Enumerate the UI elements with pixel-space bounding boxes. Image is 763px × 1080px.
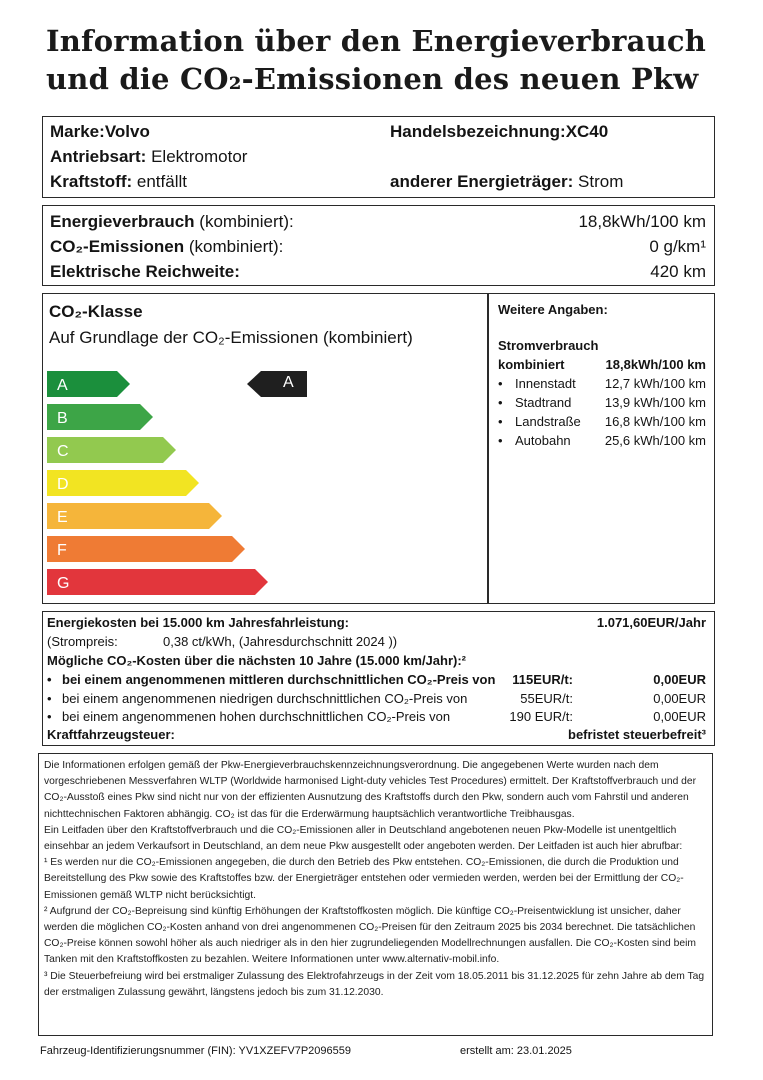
other-energy-label: anderer Energieträger: (390, 172, 574, 191)
scenario-value: 0,00EUR (653, 690, 706, 706)
tax-label: Kraftfahrzeugsteuer: (47, 727, 175, 742)
footnote-1: ¹ Es werden nur die CO₂-Emissionen angegeben, die durch den Betrieb des Pkw entstehen. CO₂-Emissionen, die durch die Produktion und Bereitstellung des Pkw sowie des Kraftstoffes bzw. der Energieträger entstehen oder vermieden werden, werden bei der Ermittlung der CO₂-Emissionen gemäß WLTP nicht berücksichtigt. (44, 857, 684, 901)
note-guide: Ein Leitfaden über den Kraftstoffverbrauch und die CO₂-Emissionen aller in Deutschland angebotenen neuen Pkw-Modelle ist unentgeltlich einsehbar an jedem Verkaufsort in Deutschland, an dem neue Pkw ausgestellt oder angeboten werden. Der Leitfaden ist auch hier abrufbar: (44, 824, 683, 853)
co2-row (50, 237, 283, 257)
fin-value: YV1XZEFV7P2096559 (238, 1045, 352, 1057)
scenario-price: 115EUR/t: (512, 672, 573, 687)
footnote-3: ³ Die Steuerbefreiung wird bei erstmaliger Zulassung des Elektrofahrzeugs in der Zeit vom 18.05.2011 bis 31.12.2025 für zehn Jahre ab dem Tag der erstmaligen Zulassung gewährt, längstens jedoch bis zum 31.12.2030. (44, 970, 705, 998)
class-arrow-label: B (57, 410, 68, 427)
further-bullet: • (498, 433, 503, 448)
range-label: Elektrische Reichweite: (50, 262, 240, 281)
energy-costs-value: 1.071,60EUR/Jahr (596, 615, 706, 630)
class-arrow-label: F (57, 542, 67, 559)
scenario-text: bei einem angenommenen hohen durchschnittlichen CO₂-Preis von (62, 709, 451, 724)
scenario-price: 190 EUR/t: (509, 709, 573, 724)
current-class-arrow-shape (247, 371, 307, 397)
further-row-value: 16,8 kWh/100 km (604, 414, 706, 429)
co2-class-subheading: Auf Grundlage der CO₂-Emissionen (kombiniert) (49, 328, 413, 347)
title-line-2: und die CO₂-Emissionen des neuen Pkw (46, 62, 699, 96)
further-row-label: Innenstadt (515, 376, 576, 391)
fuel-label: Kraftstoff: (50, 172, 133, 191)
scenario-bullet: • (47, 709, 52, 724)
class-arrow-b (47, 404, 154, 430)
scenario-bullet: • (47, 690, 52, 706)
range-row (50, 262, 240, 282)
other-energy-row (390, 172, 623, 192)
scenario-value: 0,00EUR (653, 672, 706, 687)
combined-label: kombiniert (498, 357, 565, 372)
created-label: erstellt am: (460, 1045, 514, 1057)
class-arrow-label: C (57, 443, 69, 460)
energy-costs-label: Energiekosten bei 15.000 km Jahresfahrleistung: (47, 615, 350, 630)
page-title (46, 22, 726, 98)
power-price-label: (Strompreis: (47, 634, 118, 649)
scenario-price: 55EUR/t: (520, 690, 573, 706)
scenario-text: bei einem angenommenen mittleren durchschnittlichen CO₂-Preis von (62, 672, 496, 687)
note-intro: Die Informationen erfolgen gemäß der Pkw-Energieverbrauchskennzeichnungsverordnung. Die angegebenen Werte wurden nach dem vorgeschriebenen Messverfahren WLTP (Worldwide harmonised Light-duty vehicles Test Procedures) ermittelt. Der Kraftstoffverbrauch und der CO₂-Ausstoß eines Pkw sind nicht nur von der effizienten Ausnutzung des Kraftstoffs durch den Pkw, sondern auch vom Fahrstil und anderen nichttechnischen Faktoren abhängig. CO₂ ist das für die Erderwärmung hauptsächlich verantwortliche Treibhausgas. (44, 760, 697, 820)
fuel-value: entfällt (136, 172, 187, 191)
brand-label: Marke: (50, 122, 105, 141)
further-bullet: • (498, 395, 503, 410)
further-row-value: 13,9 kWh/100 km (604, 395, 706, 410)
class-arrow-label: E (57, 509, 68, 526)
title-line-1: Information über den Energieverbrauch (46, 24, 707, 58)
further-row-label: Autobahn (515, 433, 571, 448)
scenario-bullet: • (47, 672, 52, 687)
further-bullet: • (498, 376, 503, 391)
energy-suffix: (kombiniert): (199, 212, 294, 231)
class-arrow-label: D (57, 476, 69, 493)
further-row-value: 25,6 kWh/100 km (604, 433, 706, 448)
power-heading: Stromverbrauch (498, 338, 599, 353)
energy-label: Energieverbrauch (50, 212, 195, 231)
co2-costs-heading: Mögliche CO₂-Kosten über die nächsten 10 Jahre (15.000 km/Jahr):² (47, 653, 467, 668)
fin-label: Fahrzeug-Identifizierungsnummer (FIN): (40, 1045, 236, 1057)
energy-value: 18,8kWh/100 km (578, 212, 706, 231)
further-bullet: • (498, 414, 503, 429)
class-arrow-label: G (57, 575, 70, 592)
fin-row (40, 1045, 351, 1057)
created-value: 23.01.2025 (516, 1045, 572, 1057)
co2-suffix: (kombiniert): (188, 237, 284, 256)
co2-label: CO₂-Emissionen (50, 237, 185, 256)
combined-value: 18,8kWh/100 km (605, 357, 706, 372)
range-value: 420 km (650, 262, 706, 281)
class-arrow-g (47, 569, 269, 595)
class-arrow-label: A (57, 377, 68, 394)
further-row-label: Stadtrand (515, 395, 572, 410)
current-class-label: A (283, 374, 294, 391)
notes (44, 758, 708, 1001)
created-row (460, 1045, 572, 1057)
further-row-label: Landstraße (515, 414, 581, 429)
co2-value: 0 g/km¹ (649, 237, 706, 256)
energy-row (50, 212, 294, 232)
current-class-marker (247, 371, 307, 397)
footnote-2: ² Aufgrund der CO₂-Bepreisung sind künftig Erhöhungen der Kraftstoffkosten möglich. Die künftige CO₂-Preisentwicklung ist unsicher, daher werden die möglichen CO₂-Kosten anhand von drei angenommenen CO₂-Preisen für den Zeitraum 2025 bis 2034 berechnet. Die tatsächlichen CO₂-Preise können sowohl höher als auch niedriger als in den hier zugrundeliegenden Modellrechnungen ausfallen. Die CO₂-Kosten sind beim Tanken mit den Kraftstoffkosten zu bezahlen. Weitere Informationen unter www.alternativ-mobil.info. (44, 905, 696, 966)
trade-value: XC40 (565, 122, 609, 141)
class-arrow-a (47, 371, 131, 397)
trade-label: Handelsbezeichnung: (390, 122, 566, 141)
brand-value: Volvo (104, 122, 150, 141)
further-row-value: 12,7 kWh/100 km (604, 376, 706, 391)
fuel-row (50, 172, 187, 192)
class-arrow-d (47, 470, 200, 496)
drive-row (50, 147, 247, 167)
class-arrow-c (47, 437, 177, 463)
drive-value: Elektromotor (151, 147, 248, 166)
drive-label: Antriebsart: (50, 147, 147, 166)
tax-value: befristet steuerbefreit³ (568, 727, 706, 742)
power-price-value: 0,38 ct/kWh, (Jahresdurchschnitt 2024 )) (163, 634, 398, 649)
trade-row (390, 122, 608, 142)
scenario-value: 0,00EUR (653, 709, 706, 724)
class-arrow-e (47, 503, 223, 529)
other-energy-value: Strom (578, 172, 624, 191)
further-heading: Weitere Angaben: (498, 302, 608, 317)
co2-class-heading: CO₂-Klasse (49, 302, 143, 321)
brand-row (50, 122, 150, 142)
scenario-text: bei einem angenommenen niedrigen durchschnittlichen CO₂-Preis von (62, 690, 468, 706)
class-arrow-f (47, 536, 246, 562)
